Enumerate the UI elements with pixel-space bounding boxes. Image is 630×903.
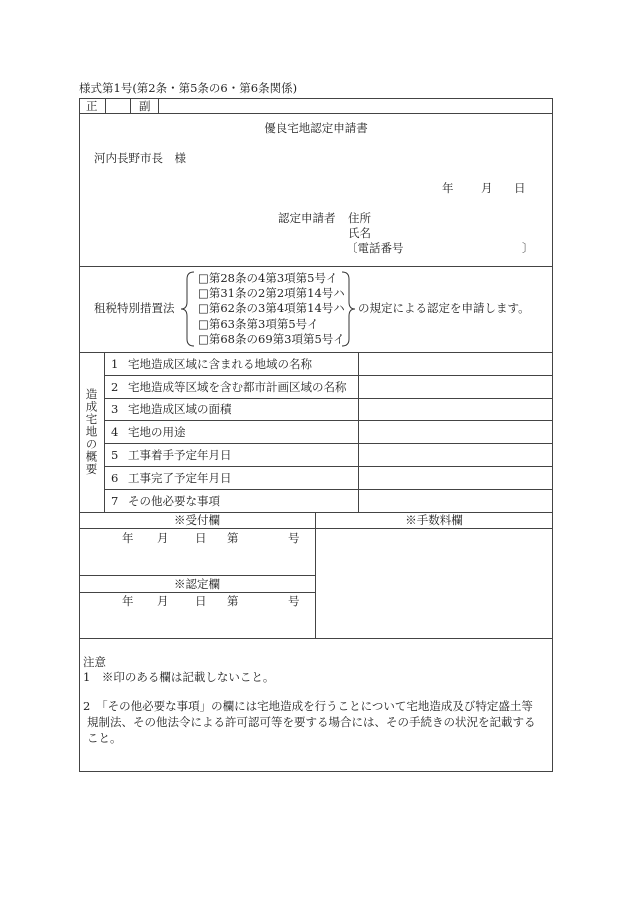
note-item-line: こと。 — [87, 731, 122, 745]
date-day-label: 日 — [514, 181, 526, 195]
left-brace-icon — [178, 270, 198, 350]
approval-month-label: 月 — [157, 594, 169, 608]
divider — [158, 98, 159, 113]
reception-month-label: 月 — [157, 531, 169, 545]
overview-section-label-cell — [79, 352, 104, 512]
overview-row-label: 宅地の用途 — [128, 425, 186, 439]
duplicate-copy-mark: 副 — [139, 99, 151, 113]
overview-row-label: 宅地造成区域の面積 — [128, 402, 232, 416]
approval-no-suffix: 号 — [288, 594, 300, 608]
overview-row-label: 宅地造成区域に含まれる地域の名称 — [128, 357, 312, 371]
divider — [79, 638, 553, 639]
divider — [79, 592, 315, 593]
original-copy-mark: 正 — [86, 99, 98, 113]
overview-row-number: 2 — [111, 380, 119, 394]
tax-option: □第62条の3第4項第14号ハ — [198, 301, 345, 315]
address-label: 住所 — [348, 211, 371, 225]
overview-row-label: 宅地造成等区域を含む都市計画区域の名称 — [128, 380, 347, 394]
form-number: 様式第1号(第2条・第5条の6・第6条関係) — [79, 81, 298, 95]
tax-option: □第63条第3項第5号イ — [198, 317, 319, 331]
overview-row-number: 1 — [111, 357, 119, 371]
reception-no-prefix: 第 — [227, 531, 239, 545]
approval-day-label: 日 — [195, 594, 207, 608]
tax-option: □第28条の4第3項第5号イ — [198, 271, 338, 285]
overview-row — [104, 353, 553, 375]
overview-row-label: 工事着手予定年月日 — [128, 448, 232, 462]
divider — [79, 528, 553, 529]
overview-row — [104, 467, 553, 489]
fee-header: ※手数料欄 — [405, 513, 463, 527]
tax-option: □第68条の69第3項第5号イ — [198, 332, 345, 346]
overview-value-cell — [359, 421, 552, 443]
date-month-label: 月 — [481, 181, 493, 195]
overview-row-number: 3 — [111, 402, 119, 416]
overview-value-cell — [359, 376, 552, 398]
application-statement: の規定による認定を申請します。 — [358, 301, 530, 315]
overview-value-cell — [359, 353, 552, 375]
approval-header: ※認定欄 — [174, 577, 220, 591]
date-year-label: 年 — [442, 181, 454, 195]
overview-value-cell — [359, 490, 552, 512]
reception-header: ※受付欄 — [174, 513, 220, 527]
applicant-label: 認定申請者 — [278, 211, 336, 225]
overview-row-label: 工事完了予定年月日 — [128, 471, 232, 485]
notes-heading: 注意 — [83, 655, 106, 669]
overview-row — [104, 421, 553, 443]
divider — [79, 575, 315, 576]
divider — [79, 266, 553, 267]
form-title: 優良宅地認定申請書 — [264, 121, 368, 135]
divider — [130, 98, 131, 113]
overview-row-number: 6 — [111, 471, 119, 485]
reception-day-label: 日 — [195, 531, 207, 545]
divider — [315, 512, 316, 638]
reception-year-label: 年 — [122, 531, 134, 545]
overview-row — [104, 398, 553, 420]
addressee: 河内長野市長 様 — [94, 151, 186, 165]
overview-value-cell — [359, 398, 552, 420]
overview-row-label: その他必要な事項 — [128, 494, 220, 508]
overview-section-label: 造成宅地の概要 — [84, 388, 99, 476]
note-item: 1 ※印のある欄は記載しないこと。 — [83, 670, 275, 684]
name-label: 氏名 — [348, 226, 371, 240]
divider — [79, 113, 553, 114]
overview-row — [104, 490, 553, 512]
phone-label: 〔電話番号 — [346, 241, 404, 255]
note-item-line: 規制法、その他法令による許可認可等を要する場合には、その手続きの状況を記載する — [87, 715, 536, 729]
approval-no-prefix: 第 — [227, 594, 239, 608]
tax-law-name: 租税特別措置法 — [94, 301, 175, 315]
overview-row — [104, 376, 553, 398]
tax-option: □第31条の2第2項第14号ハ — [198, 286, 345, 300]
divider — [105, 98, 106, 113]
note-item-line: 2 「その他必要な事項」の欄には宅地造成を行うことについて宅地造成及び特定盛土等 — [83, 699, 533, 713]
phone-close-bracket: 〕 — [522, 241, 534, 255]
reception-no-suffix: 号 — [288, 531, 300, 545]
overview-row-number: 5 — [111, 448, 119, 462]
overview-value-cell — [359, 444, 552, 466]
approval-year-label: 年 — [122, 594, 134, 608]
overview-row — [104, 444, 553, 466]
right-brace-icon — [338, 270, 358, 350]
overview-row-number: 4 — [111, 425, 119, 439]
overview-row-number: 7 — [111, 494, 119, 508]
overview-value-cell — [359, 467, 552, 489]
